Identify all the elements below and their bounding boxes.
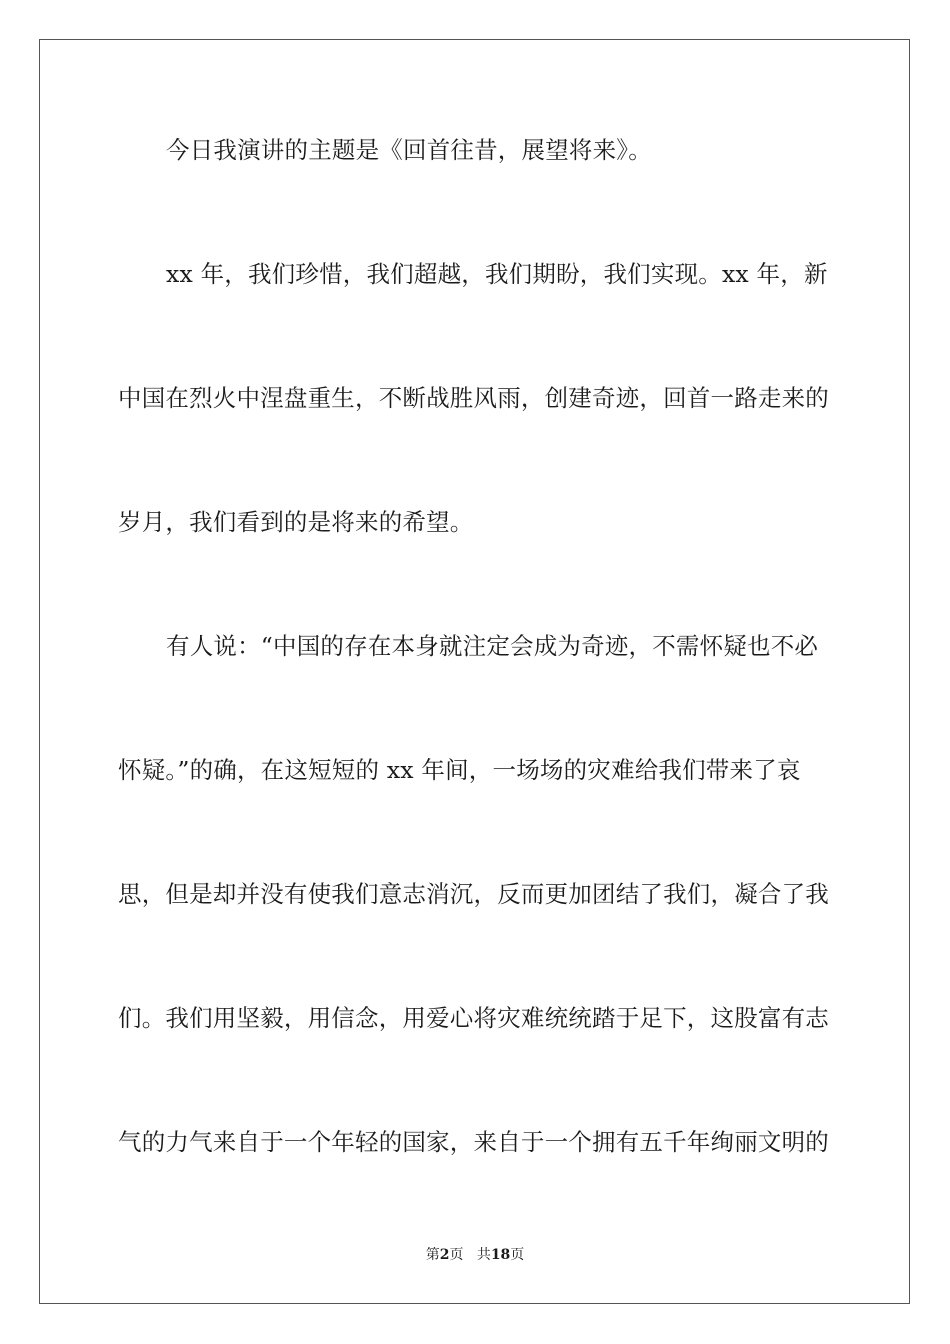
page-footer — [0, 1245, 950, 1265]
paragraph-line: 们。我们用坚毅，用信念，用爱心将灾难统统踏于足下，这股富有志 — [118, 1004, 829, 1032]
page-prefix: 第 — [425, 1247, 440, 1263]
page-suffix: 页 — [449, 1247, 464, 1263]
page-number: 2 — [439, 1247, 450, 1263]
paragraph-line: 气的力气来自于一个年轻的国家，来自于一个拥有五千年绚丽文明的 — [118, 1128, 829, 1156]
total-pages: 18 — [490, 1247, 511, 1263]
paragraph-line: 岁月，我们看到的是将来的希望。 — [118, 508, 474, 536]
paragraph-line: 怀疑。”的确，在这短短的 xx 年间，一场场的灾难给我们带来了哀 — [118, 756, 801, 784]
paragraph-line: 思，但是却并没有使我们意志消沉，反而更加团结了我们，凝合了我 — [118, 880, 829, 908]
paragraph-line: 有人说：“中国的存在本身就注定会成为奇迹，不需怀疑也不必 — [166, 632, 819, 660]
total-suffix: 页 — [510, 1247, 525, 1263]
paragraph-line: 今日我演讲的主题是《回首往昔，展望将来》。 — [166, 136, 652, 164]
paragraph-line: 中国在烈火中涅盘重生，不断战胜风雨，创建奇迹，回首一路走来的 — [118, 384, 829, 412]
total-prefix: 共 — [476, 1247, 491, 1263]
page-border — [39, 39, 910, 1304]
paragraph-line: xx 年，我们珍惜，我们超越，我们期盼，我们实现。xx 年，新 — [166, 260, 828, 288]
